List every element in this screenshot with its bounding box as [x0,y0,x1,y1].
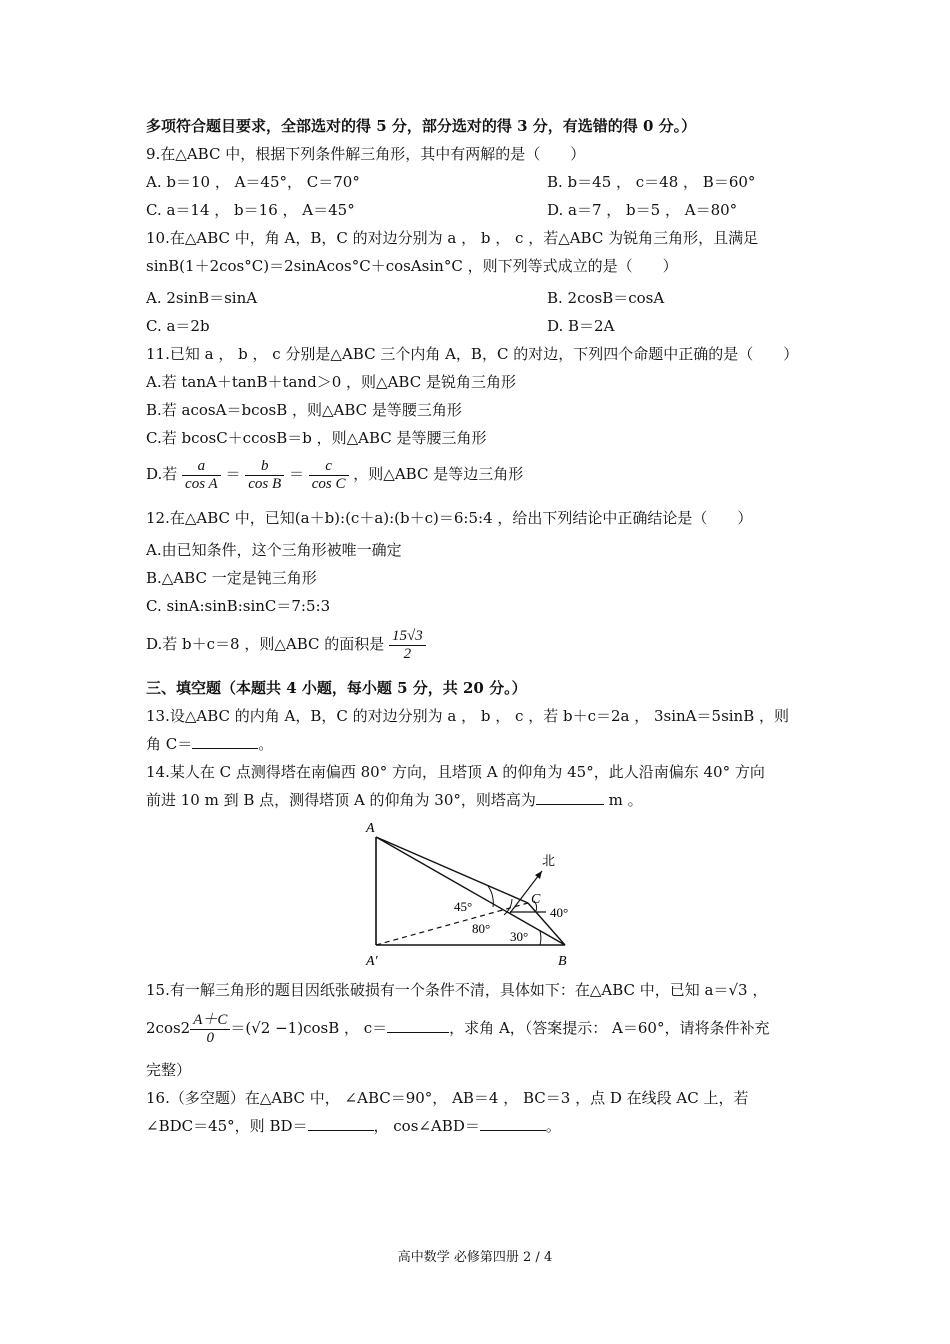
q12-option-a: A.由已知条件，这个三角形被唯一确定 [146,541,402,559]
segment-aprime-c-dashed [376,903,528,945]
q14-line2 [146,790,643,810]
label-angle-40: 40° [550,905,569,920]
label-north: 北 [542,853,556,868]
q10-option-c: C. a＝2b [146,317,210,335]
tower-figure [360,815,600,975]
q11-fraction-a: $\frac{a}{\text{cos A}}$ [182,458,221,493]
q16-line2 [146,1116,561,1136]
q9-stem: 9.在△ABC 中，根据下列条件解三角形，其中有两解的是（ ） [146,145,586,163]
q11-option-a: A.若 tanA＋tanB＋tand＞0 ，则△ABC 是锐角三角形 [146,373,516,391]
q10-stem-line2: sinB(1＋2cos°C)＝2sinAcos°C＋cosAsin°C ，则下列等式成立的是（ ） [146,257,678,275]
q13-suffix: 。 [258,735,274,753]
q11-equal-sign-1: ＝ [225,465,241,483]
north-arrow-head [535,871,542,879]
q14-prefix: 前进 10 m 到 B 点，测得塔顶 A 的仰角为 30°，则塔高为 [146,791,536,809]
q13-line1: 13.设△ABC 的内角 A，B，C 的对边分别为 a ， b ， c ，若 b＋c＝2a ， 3sinA＝5sinB ，则 [146,707,790,725]
label-angle-45: 45° [454,899,473,914]
q11-option-c: C.若 bcosC＋ccosB＝b ，则△ABC 是等腰三角形 [146,429,487,447]
q9-option-c: C. a＝14 ， b＝16 ， A＝45° [146,201,355,219]
q13-answer-blank[interactable] [192,734,258,749]
q12-stem: 12.在△ABC 中，已知(a＋b):(c＋a):(b＋c)＝6:5:4 ，给出下列结论中正确结论是（ ） [146,509,753,527]
q11-option-d [146,454,523,494]
q12-d-prefix: D.若 b＋c＝8 ，则△ABC 的面积是 [146,635,385,653]
label-c: C [531,892,541,907]
q15-answer-blank[interactable] [387,1018,449,1033]
q15-line3: 完整） [146,1061,192,1079]
label-angle-30: 30° [510,929,529,944]
q12-option-d [146,624,426,664]
q12-option-b: B.△ABC 一定是钝三角形 [146,569,317,587]
q12-option-c: C. sinA:sinB:sinC＝7:5:3 [146,597,331,615]
q13-line2 [146,734,273,754]
q11-d-prefix: D.若 [146,465,178,483]
q15-mid: ＝(√2 −1)cosB ， c＝ [230,1019,388,1037]
q11-stem: 11.已知 a ， b ， c 分别是△ABC 三个内角 A，B，C 的对边，下列四个命题中正确的是（ ） [146,345,799,363]
q9-option-d: D. a＝7 ， b＝5 ， A＝80° [547,201,738,219]
angle-arc-30 [540,931,541,945]
q11-equal-sign-2: ＝ [288,465,304,483]
page-footer: 高中数学 必修第四册 2 / 4 [397,1250,553,1265]
q14-suffix: m 。 [603,791,643,809]
section-3-heading: 三、填空题（本题共 4 小题，每小题 5 分，共 20 分。） [146,679,527,697]
q16-answer-blank-2[interactable] [480,1116,546,1131]
label-angle-80: 80° [472,921,491,936]
q15-line1: 15.有一解三角形的题目因纸张破损有一个条件不清，具体如下：在△ABC 中，已知 a＝√3 ， [146,981,768,999]
q16-line1: 16.（多空题）在△ABC 中， ∠ABC＝90°， AB＝4 ， BC＝3 ，点 D 在线段 AC 上，若 [146,1089,749,1107]
q9-option-a: A. b＝10 ， A＝45°， C＝70° [146,173,360,191]
q16-suffix: 。 [545,1117,561,1135]
label-a-prime: A′ [366,954,378,969]
q9-option-b: B. b＝45 ， c＝48 ， B＝60° [547,173,756,191]
section-intro: 多项符合题目要求，全部选对的得 5 分，部分选对的得 3 分，有选错的得 0 分。） [146,117,697,135]
q15-prefix: 2cos2 [146,1019,191,1037]
q10-option-b: B. 2cosB＝cosA [547,289,665,307]
segment-a-b [376,837,565,945]
q16-answer-blank-1[interactable] [308,1116,374,1131]
q15-line2 [146,1008,769,1048]
q11-d-suffix: ，则△ABC 是等边三角形 [353,465,524,483]
q11-fraction-c: $\frac{c}{\text{cos C}}$ [309,458,349,493]
q11-fraction-b: $\frac{b}{\text{cos B}}$ [245,458,284,493]
q15-fraction: $\frac{A+C}{0}$ [190,1012,230,1047]
q15-suffix: ，求角 A，（答案提示： A＝60°，请将条件补充 [449,1019,770,1037]
label-a: A [366,821,375,836]
q13-prefix: 角 C＝ [146,735,193,753]
q10-option-a: A. 2sinB＝sinA [146,289,258,307]
label-b: B [558,954,567,969]
segment-a-c [376,837,528,903]
q16-prefix: ∠BDC＝45°，则 BD＝ [146,1117,308,1135]
q14-answer-blank[interactable] [536,790,604,805]
q12-area-fraction: $\frac{15√3}{2}$ [389,628,426,663]
q16-mid: ， cos∠ABD＝ [373,1117,480,1135]
q11-option-b: B.若 acosA＝bcosB ，则△ABC 是等腰三角形 [146,401,462,419]
q10-stem-line1: 10.在△ABC 中，角 A，B，C 的对边分别为 a ， b ， c ，若△ABC 为锐角三角形，且满足 [146,229,759,247]
q10-option-d: D. B＝2A [547,317,615,335]
q14-line1: 14.某人在 C 点测得塔在南偏西 80° 方向，且塔顶 A 的仰角为 45°，此人沿南偏东 40° 方向 [146,763,765,781]
